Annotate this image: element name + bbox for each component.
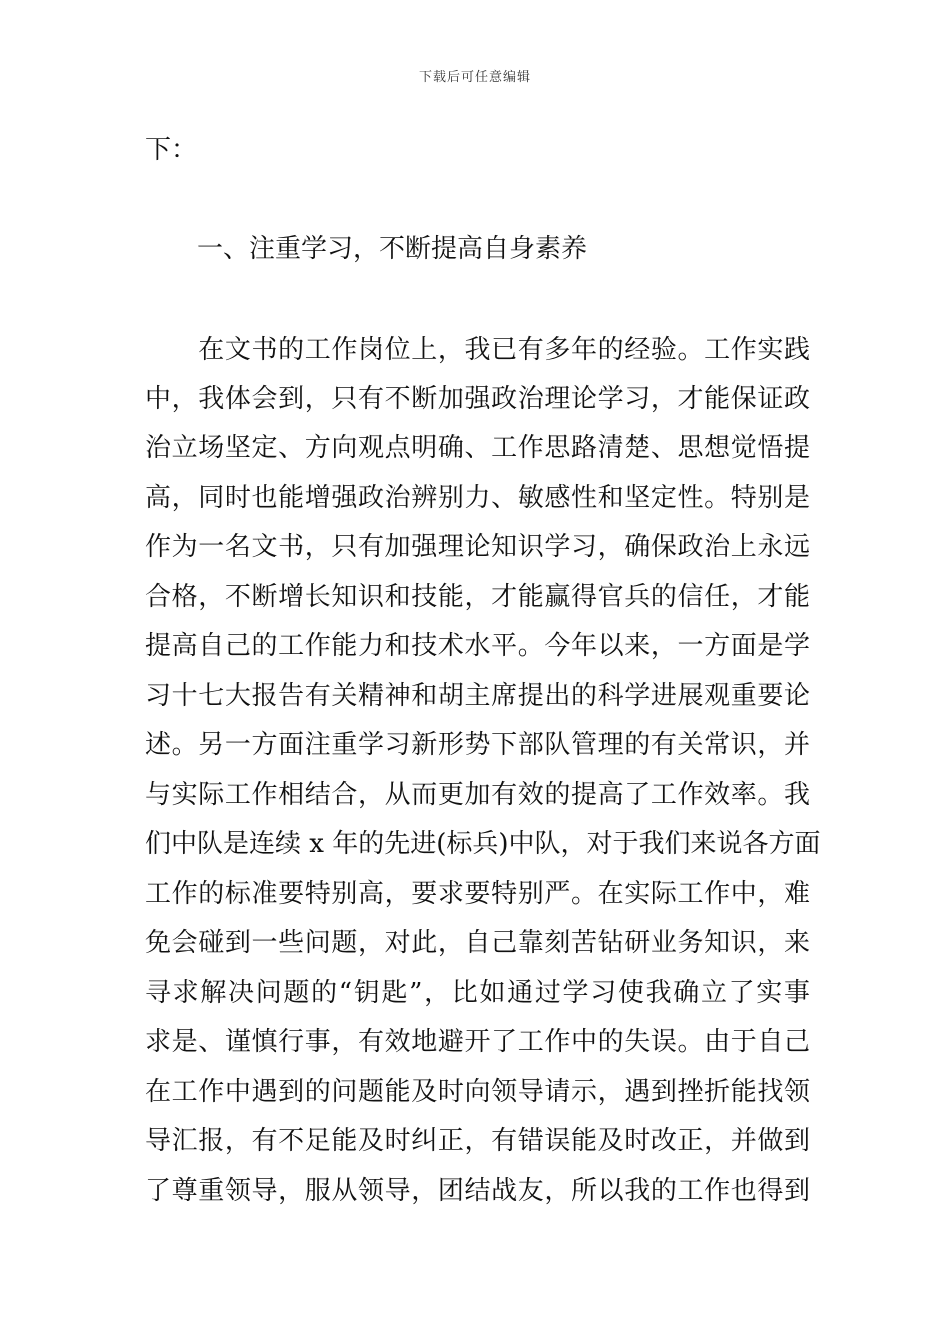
paragraph-line: 在工作中遇到的问题能及时向领导请示，遇到挫折能找领 xyxy=(145,1077,810,1107)
paragraph-line: 求是、谨慎行事，有效地避开了工作中的失误。由于自己 xyxy=(145,1027,810,1057)
paragraph-line: 们中队是连续 x 年的先进(标兵)中队，对于我们来说各方面 xyxy=(145,829,821,859)
paragraph-line: 在文书的工作岗位上，我已有多年的经验。工作实践 xyxy=(145,335,810,365)
paragraph-line: 作为一名文书，只有加强理论知识学习，确保政治上永远 xyxy=(145,532,810,562)
lead-text: 下： xyxy=(145,135,198,165)
paragraph-line: 导汇报，有不足能及时纠正，有错误能及时改正，并做到 xyxy=(145,1126,810,1156)
paragraph-line: 与实际工作相结合，从而更加有效的提高了工作效率。我 xyxy=(145,780,810,810)
page-header-note: 下载后可任意编辑 xyxy=(418,70,531,85)
paragraph-line: 寻求解决问题的“钥匙”，比如通过学习使我确立了实事 xyxy=(145,978,810,1008)
paragraph-line: 了尊重领导，服从领导，团结战友，所以我的工作也得到 xyxy=(145,1176,810,1206)
paragraph-line: 免会碰到一些问题，对此，自己靠刻苦钻研业务知识，来 xyxy=(145,928,810,958)
paragraph-line: 工作的标准要特别高，要求要特别严。在实际工作中，难 xyxy=(145,879,810,909)
paragraph-line: 提高自己的工作能力和技术水平。今年以来，一方面是学 xyxy=(145,631,810,661)
paragraph-line: 高，同时也能增强政治辨别力、敏感性和坚定性。特别是 xyxy=(145,483,810,513)
section-heading: 一、注重学习，不断提高自身素养 xyxy=(197,234,588,264)
paragraph-line: 述。另一方面注重学习新形势下部队管理的有关常识，并 xyxy=(145,730,810,760)
paragraph-line: 合格，不断增长知识和技能，才能赢得官兵的信任，才能 xyxy=(145,582,810,612)
paragraph-line: 治立场坚定、方向观点明确、工作思路清楚、思想觉悟提 xyxy=(145,433,810,463)
paragraph-line: 中，我体会到，只有不断加强政治理论学习，才能保证政 xyxy=(145,384,810,414)
paragraph-line: 习十七大报告有关精神和胡主席提出的科学进展观重要论 xyxy=(145,681,810,711)
